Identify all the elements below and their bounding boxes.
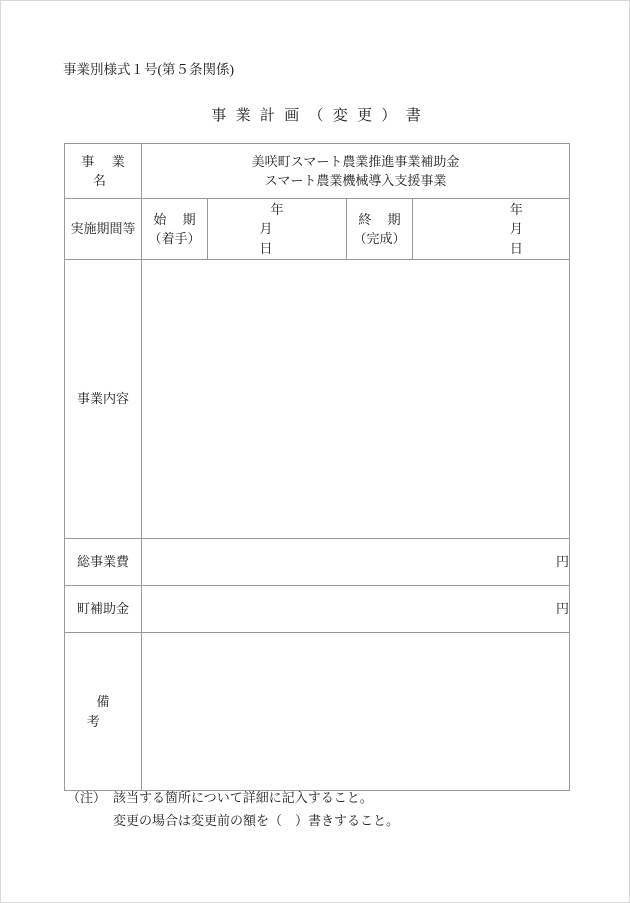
total-cost-unit: 円 bbox=[555, 554, 569, 570]
project-name-line-1: 美咲町スマート農業推進事業補助金 bbox=[251, 153, 460, 169]
value-total-cost[interactable] bbox=[142, 539, 570, 586]
project-plan-table bbox=[64, 143, 616, 791]
table-row-project-name bbox=[65, 144, 570, 199]
note-tag-spacer bbox=[67, 810, 113, 833]
label-total-cost: 総事業費 bbox=[65, 539, 142, 586]
page-title: 事業計画（変更）書 bbox=[211, 108, 430, 124]
note-line-1 bbox=[67, 787, 399, 810]
note-text-1: 該当する箇所について詳細に記入すること。 bbox=[113, 790, 373, 805]
end-date-placeholder: 年 月 日 bbox=[509, 201, 616, 256]
label-start-stage bbox=[142, 199, 208, 260]
start-date-placeholder: 年 月 日 bbox=[259, 201, 376, 256]
town-subsidy-unit: 円 bbox=[555, 601, 569, 617]
table-row-town-subsidy bbox=[65, 586, 570, 633]
start-stage-line-2: （着手） bbox=[148, 231, 201, 246]
form-code: 事業別様式１号(第５条関係) bbox=[63, 62, 234, 77]
note-tag: （注） bbox=[67, 790, 107, 805]
table-row-total-cost bbox=[65, 539, 570, 586]
label-project-content: 事業内容 bbox=[65, 260, 142, 539]
table-row-project-content bbox=[65, 260, 570, 539]
value-town-subsidy[interactable] bbox=[142, 586, 570, 633]
value-project-name bbox=[142, 144, 570, 199]
note-text-2: 変更の場合は変更前の額を（ ）書きすること。 bbox=[113, 812, 400, 828]
end-date-field[interactable] bbox=[413, 199, 616, 260]
end-stage-line-1: 終 期 bbox=[358, 211, 408, 227]
table-row-remarks bbox=[65, 633, 570, 791]
start-date-field[interactable] bbox=[208, 199, 376, 260]
table-row-period bbox=[65, 199, 570, 260]
end-stage-line-2: （完成） bbox=[353, 231, 406, 246]
start-stage-line-1: 始 期 bbox=[153, 211, 203, 227]
value-remarks[interactable] bbox=[142, 633, 570, 791]
note-line-2 bbox=[67, 810, 399, 833]
form-notes bbox=[67, 787, 399, 833]
label-town-subsidy: 町補助金 bbox=[65, 586, 142, 633]
label-project-name: 事 業 名 bbox=[65, 144, 142, 199]
project-name-line-2: スマート農業機械導入支援事業 bbox=[264, 173, 447, 188]
value-project-content[interactable] bbox=[142, 260, 570, 539]
label-implementation-period: 実施期間等 bbox=[65, 199, 142, 260]
label-remarks: 備 考 bbox=[65, 633, 142, 791]
